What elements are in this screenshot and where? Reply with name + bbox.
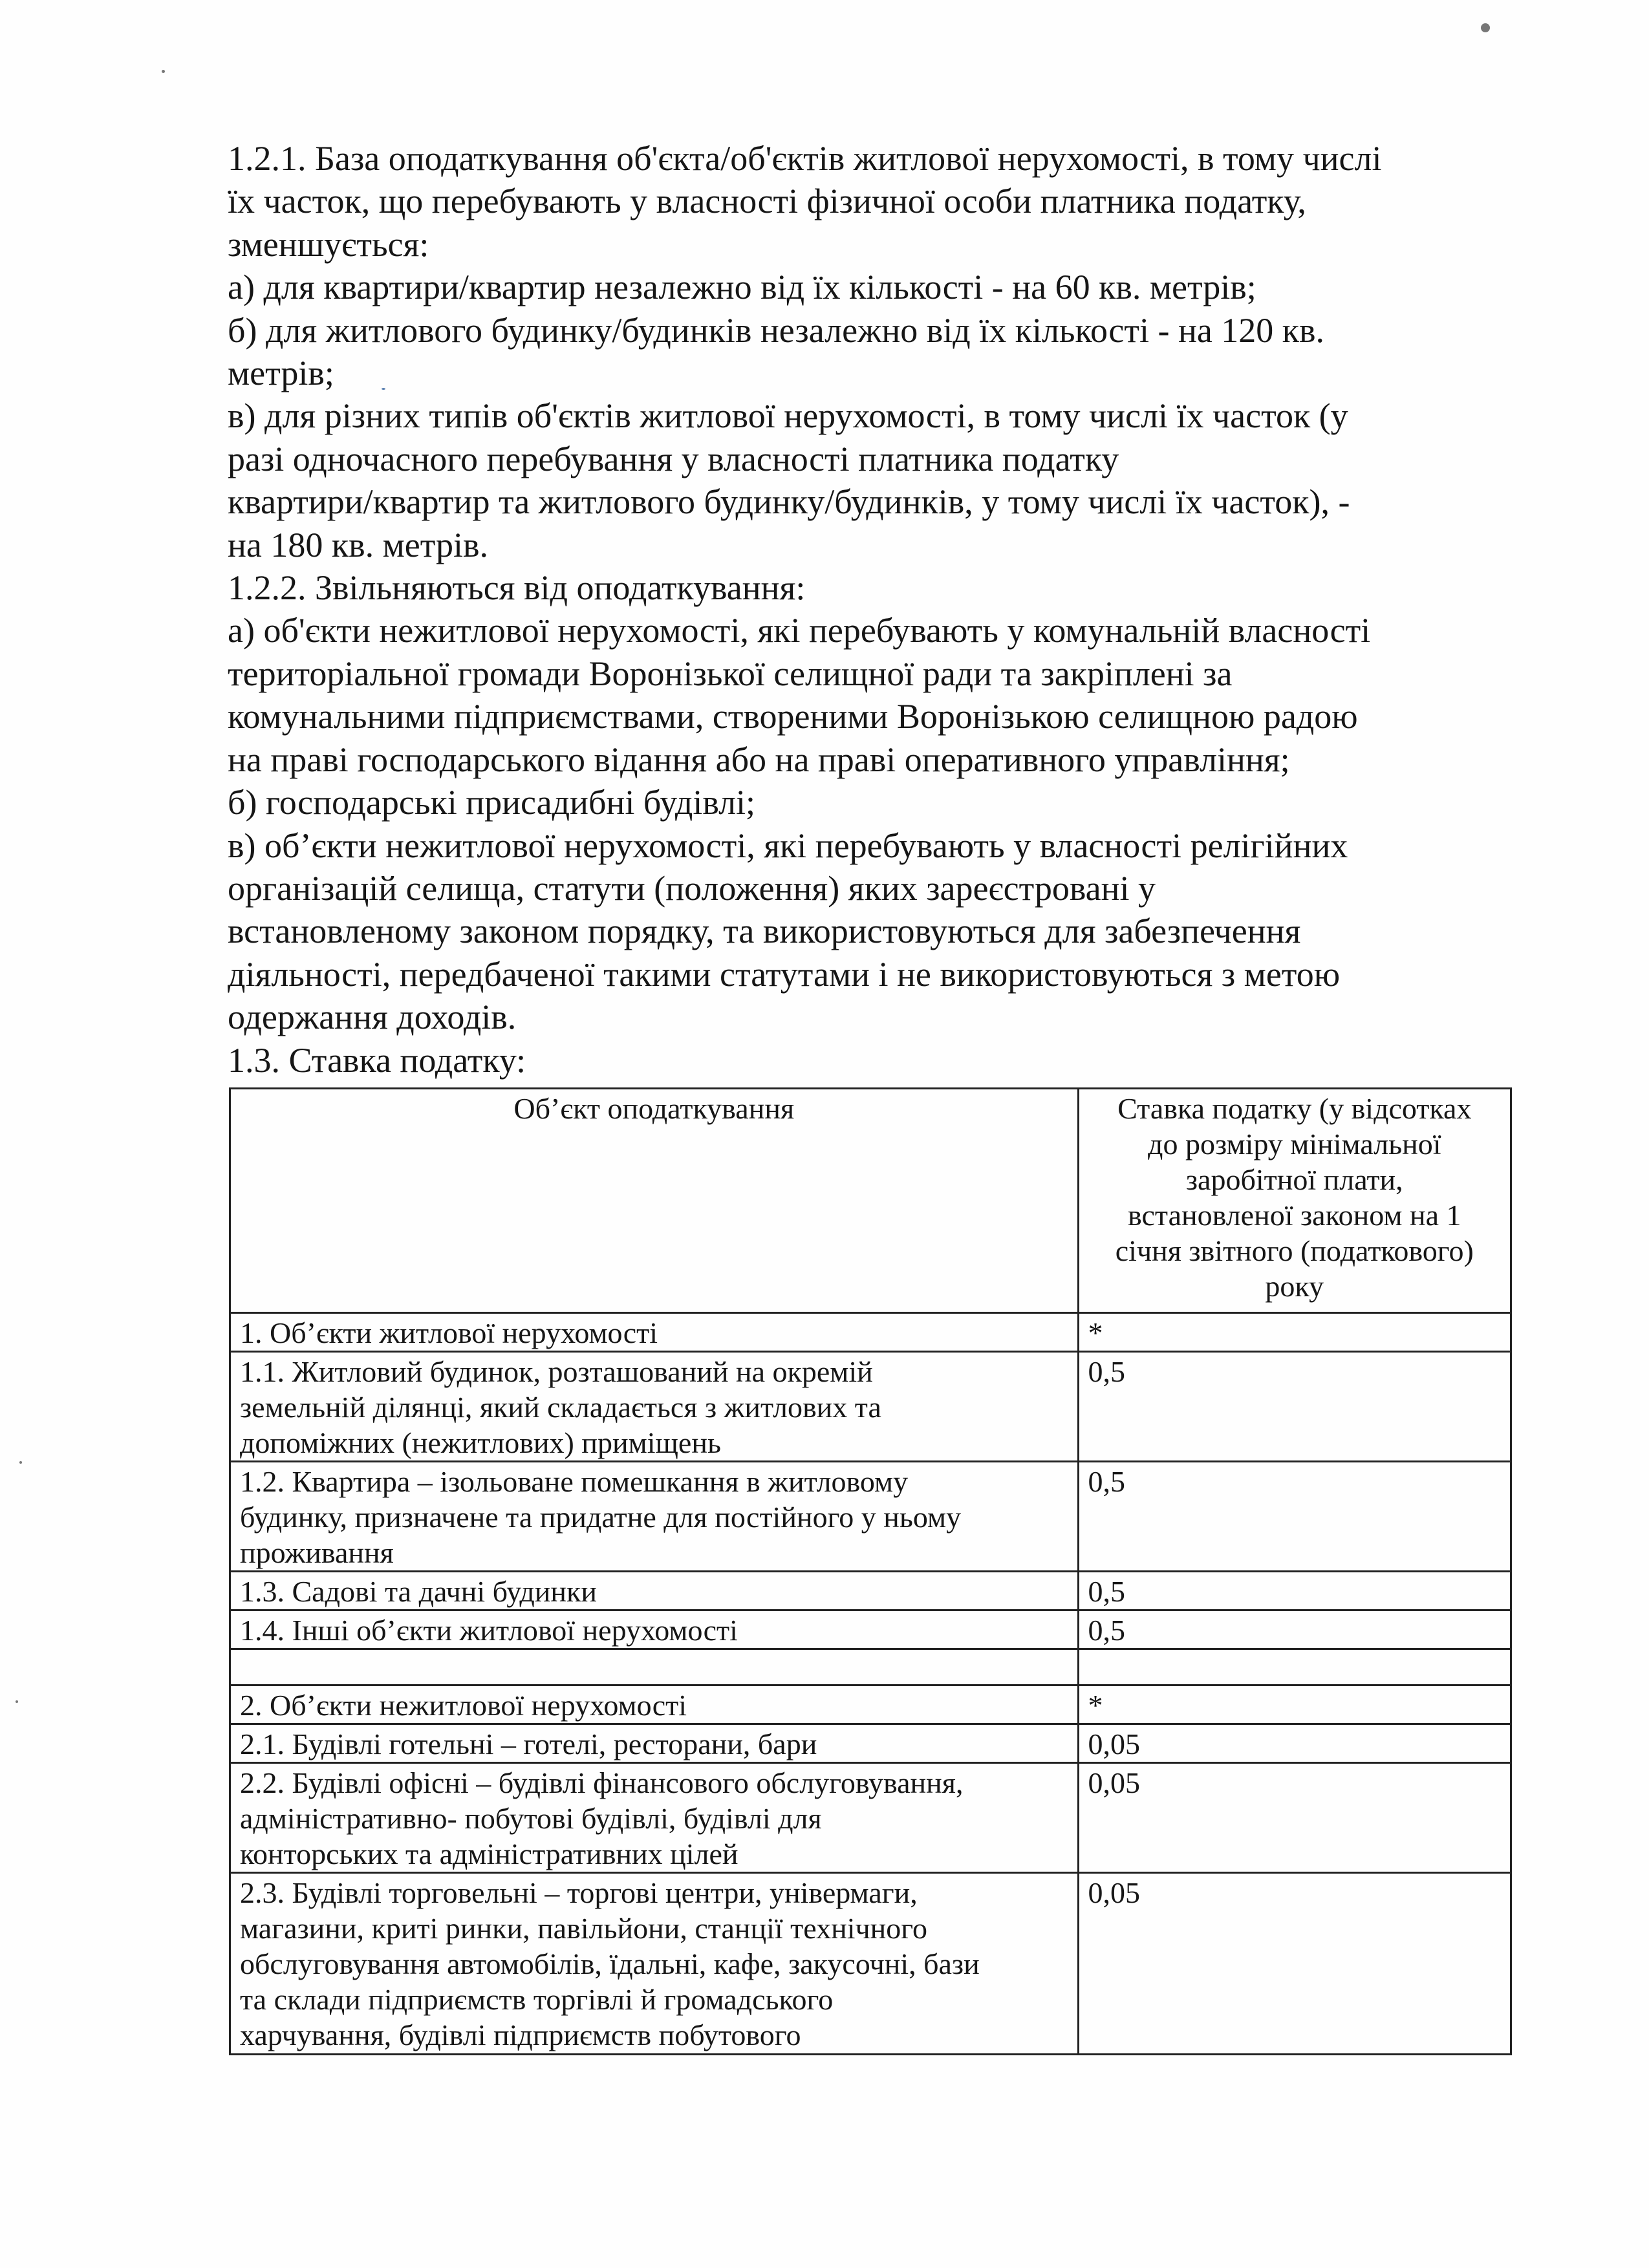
object-line: обслуговування автомобілів, їдальні, кафе, закусочні, бази — [240, 1947, 980, 1980]
object-line: 1.3. Садові та дачні будинки — [240, 1575, 597, 1608]
paragraph-line: в) об’єкти нежитлової нерухомості, які перебувають у власності релігійних — [228, 826, 1348, 865]
object-line: та склади підприємств торгівлі й громадського — [240, 1983, 834, 2016]
table-row — [230, 1572, 1511, 1610]
paragraph-line: організацій селища, статути (положення) яких зареєстровані у — [228, 868, 1156, 908]
object-cell — [230, 1649, 1079, 1685]
object-line: 1. Об’єкти житлової нерухомості — [240, 1316, 658, 1349]
scan-speck — [382, 388, 385, 390]
table-row — [230, 1873, 1511, 2055]
table-row — [230, 1610, 1511, 1649]
paragraph-line: одержання доходів. — [228, 998, 517, 1037]
object-line: конторських та адміністративних цілей — [240, 1837, 738, 1870]
header-object-label: Об’єкт оподаткування — [513, 1092, 795, 1125]
section-heading: 1.3. Ставка податку: — [228, 1040, 526, 1080]
paragraph-line: на 180 кв. метрів. — [228, 525, 488, 564]
object-line: будинку, призначене та придатне для постійного у ньому — [240, 1501, 962, 1534]
object-line: магазини, криті ринки, павільйони, станції технічного — [240, 1912, 927, 1945]
table-row — [230, 1462, 1511, 1572]
object-cell — [230, 1572, 1079, 1610]
paragraph-line: встановленому законом порядку, та використовуються для забезпечення — [228, 912, 1301, 951]
paragraph-line: зменшується: — [228, 224, 429, 264]
rate-cell: 0,5 — [1078, 1462, 1511, 1572]
paragraph-line: в) для різних типів об'єктів житлової нерухомості, в тому числі їх часток (у — [228, 396, 1348, 436]
table-row-empty — [230, 1649, 1511, 1685]
rate-cell: 0,05 — [1078, 1724, 1511, 1763]
header-rate-line: року — [1265, 1270, 1324, 1303]
object-line: харчування, будівлі підприємств побутового — [240, 2018, 801, 2051]
object-cell — [230, 1313, 1079, 1352]
paragraph-line: 1.2.2. Звільняються від оподаткування: — [228, 568, 806, 608]
body-text — [228, 137, 1495, 1082]
paragraph-line: разі одночасного перебування у власності платника податку — [228, 439, 1119, 478]
header-rate-line: до розміру мінімальної — [1148, 1128, 1441, 1161]
scan-speck — [19, 1461, 22, 1464]
scan-speck — [1481, 23, 1490, 32]
object-line: адміністративно- побутові будівлі, будівлі для — [240, 1802, 822, 1835]
rate-cell: * — [1078, 1313, 1511, 1352]
object-line: земельній ділянці, який складається з житлових та — [240, 1391, 881, 1424]
paragraph-line: діяльності, передбаченої такими статутами і не використовуються з метою — [228, 954, 1341, 994]
object-line: 2.3. Будівлі торговельні – торгові центри, універмаги, — [240, 1876, 918, 1909]
object-cell — [230, 1610, 1079, 1649]
object-cell — [230, 1873, 1079, 2055]
paragraph-line: їх часток, що перебувають у власності фізичної особи платника податку, — [228, 182, 1306, 221]
paragraph-line: комунальними підприємствами, створеними Воронізькою селищною радою — [228, 697, 1358, 736]
rate-cell: * — [1078, 1685, 1511, 1724]
table-header-row — [230, 1089, 1511, 1313]
object-cell — [230, 1352, 1079, 1462]
rate-cell — [1078, 1649, 1511, 1685]
paragraph-line: квартири/квартир та житлового будинку/будинків, у тому числі їх часток), - — [228, 482, 1350, 522]
table-row — [230, 1763, 1511, 1873]
scan-speck — [16, 1700, 18, 1703]
rate-cell: 0,5 — [1078, 1572, 1511, 1610]
paragraph-line: а) об'єкти нежитлової нерухомості, які перебувають у комунальній власності — [228, 611, 1371, 650]
paragraph-line: на праві господарського відання або на праві оперативного управління; — [228, 740, 1290, 779]
table-row — [230, 1313, 1511, 1352]
object-cell — [230, 1724, 1079, 1763]
object-cell — [230, 1685, 1079, 1724]
object-cell — [230, 1763, 1079, 1873]
paragraph-line: б) господарські присадибні будівлі; — [228, 783, 756, 822]
object-line: 2.2. Будівлі офісні – будівлі фінансового обслуговування, — [240, 1766, 964, 1799]
rate-cell: 0,5 — [1078, 1610, 1511, 1649]
scan-speck — [162, 70, 165, 73]
paragraph-line: метрів; — [228, 354, 334, 393]
object-line: 1.2. Квартира – ізольоване помешкання в житловому — [240, 1465, 909, 1498]
object-line: проживання — [240, 1536, 394, 1569]
object-line: 2.1. Будівлі готельні – готелі, ресторани, бари — [240, 1728, 817, 1760]
paragraph-line: б) для житлового будинку/будинків незалежно від їх кількості - на 120 кв. — [228, 310, 1325, 350]
table-row — [230, 1352, 1511, 1462]
header-rate-line: встановленої законом на 1 — [1128, 1199, 1461, 1232]
header-object-cell — [230, 1089, 1079, 1313]
paragraph-line: територіальної громади Воронізької селищної ради та закріплені за — [228, 654, 1233, 693]
object-line: допоміжних (нежитлових) приміщень — [240, 1426, 721, 1459]
header-rate-line: січня звітного (податкового) — [1115, 1234, 1474, 1267]
rate-cell: 0,5 — [1078, 1352, 1511, 1462]
paragraph-line: 1.2.1. База оподаткування об'єкта/об'єктів житлової нерухомості, в тому числі — [228, 139, 1382, 178]
paragraph-line: а) для квартири/квартир незалежно від їх кількості - на 60 кв. метрів; — [228, 268, 1256, 307]
header-rate-line: Ставка податку (у відсотках — [1117, 1092, 1472, 1125]
header-rate-cell — [1078, 1089, 1511, 1313]
rate-cell: 0,05 — [1078, 1873, 1511, 2055]
table-row — [230, 1685, 1511, 1724]
header-rate-line: заробітної плати, — [1185, 1163, 1403, 1196]
table-row — [230, 1724, 1511, 1763]
tax-rate-table — [229, 1087, 1512, 2055]
object-line: 2. Об’єкти нежитлової нерухомості — [240, 1689, 687, 1722]
object-line: 1.4. Інші об’єкти житлової нерухомості — [240, 1614, 738, 1647]
object-cell — [230, 1462, 1079, 1572]
object-line: 1.1. Житловий будинок, розташований на окремій — [240, 1355, 873, 1388]
rate-cell: 0,05 — [1078, 1763, 1511, 1873]
